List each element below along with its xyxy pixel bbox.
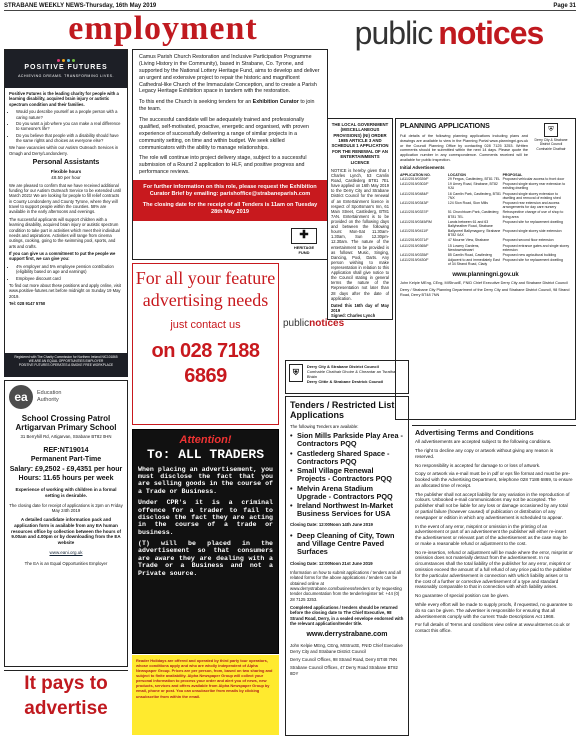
table-cell: Proposed site for replacement dwelling (502, 219, 563, 224)
heritage-logo-line: FUND (298, 249, 310, 255)
attention-title: To: ALL TRADERS (146, 447, 265, 463)
terms-paragraph: The publisher shall not accept liability for any variation in the reproduction of colours. Unbooked e-mail communications may not be accepted. The publisher shall not be liable for any loss or damage occasioned by any total or partial failure (however caused) of publication or distribution of any newspaper or edition in which any advertisement is scheduled to appear. (415, 491, 570, 520)
list-item: • Castlederg Shared Space - Contractors PQQ (290, 450, 404, 466)
curator-cta-info[interactable]: For further information on this role, please request the Exhibition Curator Brief by emailing: parishoffice@strabaneparish.com (143, 184, 317, 198)
terms-paragraph: No re-insertion, refund or adjustment will be made where the error, misprint or omission does not materially detract from the advertisement. In no circumstances shall the total liability of the publisher for any error, misprint or omission exceed the amount of a full refund of any price paid to the publisher for the particular advertisement in connection with which liability arises or to the cost of a further or corrective advertisement of a type and standard reasonably comparable to that in connection with which liability arises. (415, 549, 573, 590)
list-item: • 4% employer and 5% employee pension contribution (eligibility based on age and earnings) (16, 264, 123, 275)
curator-cta-closing: The closing date for the receipt of all Tenders is 11am on Tuesday 28th May 2019 (142, 201, 318, 215)
table-cell: LA11/2019/0343/F (400, 200, 429, 205)
table-cell: 16 Camlin Park, Castlederg, BT81 7NX (447, 191, 501, 200)
table-cell: 47 Mourne View, Strabane (447, 238, 490, 243)
curator-p3: The successful candidate will be adequately trained and professionally qualified, self-motivated, proactive, energetic and organised, with proven experience of successfully delivering a range of similar projects in a community setting, on time and within budget. We seek skilled communicators with the ability to manage relationships. (139, 117, 309, 151)
pf-footer-line: Registered with The Charity Commission for Northern Ireland NIC101865 (14, 355, 118, 359)
pf-body2: The successful applicants will support children with a learning disability, acquired brain injury or autistic spectrum condition to take part in activities which meet their individual needs and aspirations. Activities will range from cinema outings, cooking, going to the swimming pool, sports, and arts and crafts. (9, 216, 120, 249)
ea-logo-line: Education (37, 390, 62, 397)
attention-head: Attention! (179, 434, 232, 446)
attention-p1: When placing an advertisement, you must disclose the fact that you are selling goods in the course of a Trade or Business. (138, 465, 273, 495)
tenders-head: Tenders / Restricted List Applications (290, 400, 395, 420)
list-item: • Do you want a job where you can make a real difference to someone's life? (16, 121, 123, 132)
council-crest-icon: ⛨ (289, 364, 303, 382)
notices-word-small: notices (309, 318, 345, 329)
list-item: • Would you describe yourself as a people person with a caring nature? (16, 109, 123, 120)
tenders-info: Information on how to submit applications / tenders and all related forms for the above applications / tenders can be obtained online at www.derrystrabane.com/business/tenders or by requesting tender documentation from the tender/register tel: +44 (0) 28 7125 3253. (290, 569, 402, 602)
ea-details: A detailed candidate information pack and application form is available from any EA human resources office by collection between the hours of 9.00am and 4.00pm or by downloading from the EA website (10, 517, 122, 545)
job-rate: £8.50 per hour (51, 174, 81, 180)
table-cell: LA11/2019/0371/F (400, 238, 429, 243)
curator-p4: The role will continue into project delivery stage, subject to a successful submission of a Round 2 application to HLF, and positive progress and performance reviews. (139, 155, 307, 176)
table-cell: Adjacent to and immediately East of 34 Strand Road, Clady (447, 258, 500, 267)
pf-footer-line: POSITIVE FUTURES OPERATES A SMOKE FREE WORKPLACE (18, 363, 114, 368)
tenders-addr2: Strabane Council Offices, 47 Derry Road Strabane BT82 8DY (290, 665, 398, 676)
table-header: PROPOSAL (502, 172, 523, 177)
education-authority-ad (4, 380, 128, 667)
ea-address: 31 Berryhill Rd, Artigarvan, Strabane BT82 0HN (20, 434, 112, 440)
reader-holidays-notice: Reader Holidays are offered and operated by third party tour operators, whose conditions apply and who are wholly independent of Alpha Newspaper Group. Prices are per person, from, based on two sharing and subject to finite availability. Alpha Newspaper Group will collect your personal information to process your order and alert you of news, new products, services and offers available from Alpha Newspaper Group by email, phone or post. You can unsubscribe from emails by clicking unsubscribe from within the email. (132, 655, 279, 735)
pf-tagline: ACHIEVING DREAMS. TRANSFORMING LIVES. (18, 74, 114, 79)
public-word-small: public (283, 318, 310, 329)
table-cell: 29 Fergus, Castlederg, BT81 7EL (447, 177, 501, 181)
table-row (400, 229, 571, 238)
council-line: Derry Cittie & Strabane Destrick Council (306, 379, 384, 384)
planning-chief: John Kelpie MEng, CEng, MIStructE, FNID Chief Executive Derry City and Strabane District Council (400, 281, 568, 286)
ad-phone: on 028 7188 6869 (151, 339, 260, 387)
entertainments-licence-notice (327, 118, 393, 320)
table-cell: Retrospective change of use of shop to living area (502, 210, 564, 219)
planning-website-link[interactable]: www.planningni.gov.uk (452, 271, 519, 278)
terms-paragraph: In the event of any error, misprint or omission in the printing of an advertisement or part of an advertisement the publisher will either re-insert the advertisement or relevant part of the advertisement as the case may be or make a reasonable refund or adjustment to the cost. (415, 523, 568, 546)
exhibition-curator-ad (132, 49, 328, 260)
tenders-notice (285, 396, 409, 736)
licence-dated: Dated this 16th day of May 2019 (331, 302, 389, 313)
public-notices-heading (322, 13, 576, 51)
table-cell: Proposed single storey extension to dwelling and removal of existing shed (502, 191, 561, 200)
table-cell: Proposed entrance gates and single storey extension (502, 243, 570, 252)
heritage-fund-icon: ✚ (291, 228, 317, 244)
planning-offices: Derry / Strabane City Planning Department of the Derry City and Strabane District Council, 98 Strand Road, Derry BT48 7NN (400, 287, 570, 297)
curator-cta (133, 180, 327, 221)
table-cell: LA11/2019/0484/F (400, 191, 429, 196)
table-cell: Proposed second floor extension (502, 238, 554, 243)
list-item: • Sion Mills Parkside Play Area - Contractors PQQ (290, 432, 404, 448)
table-row (400, 244, 571, 253)
ea-website-link[interactable]: www.eani.org.uk (49, 549, 83, 555)
table-cell: 124 Sion Road, Sion Mills (447, 200, 488, 205)
terms-paragraph: Copy or artwork via e-mail must be in pdf or eps file format and must be pre-booked with the Advertising Department, telephone 028 7188 6869, to ensure an allocated time of receipt. (415, 471, 573, 488)
table-row (400, 210, 571, 219)
attention-p2: Under CPR's it is a criminal offence for a trader to fail to disclose the fact they are acting in the course of a trade or business. (138, 499, 273, 536)
tenders-closing2: Closing Date: 12:00Noon 21st June 2019 (290, 560, 373, 566)
terms-paragraph: No responsibility is accepted for damage to or loss of artwork. (415, 462, 541, 468)
table-cell: LA11/2019/0339/F (400, 177, 429, 181)
list-item: • Small Village Renewal Projects - Contractors PQQ (290, 467, 404, 483)
licence-signed: Signed: Charles Lynch (331, 312, 376, 318)
curator-p2-post: to join the team. (139, 99, 315, 113)
planning-table (400, 173, 571, 268)
logo-dots-icon (57, 59, 75, 62)
list-item: • Do you believe that people with a disability should have the same rights and choices as everyone else? (16, 133, 123, 144)
table-cell: Proposed vehicular access to front door (502, 177, 565, 181)
table-cell: Proposed single storey rear extension to existing dwelling (502, 182, 566, 191)
council-line: Derry City & Strabane District Council (306, 364, 379, 369)
feature-advertising-ad (132, 263, 279, 425)
ea-ref: REF:NT19014 (43, 446, 89, 454)
ea-logo (5, 381, 127, 412)
table-cell: LA11/2019/0302/F (400, 182, 429, 187)
table-cell: 15 Lowery Gardens, Newtownstewart (447, 243, 480, 252)
pf-footer-line: WE ARE AN EQUAL OPPORTUNITIES EMPLOYER (28, 359, 104, 364)
tenders-website-link[interactable]: www.derrystrabane.com (306, 630, 388, 638)
table-header: LOCATION (447, 172, 466, 177)
list-item: • Deep Cleaning of City, Town and Village Centre Paved Surfaces (290, 532, 404, 557)
tenders-list2 (290, 532, 404, 557)
terms-paragraph: No guarantee of special position can be given. (415, 593, 510, 599)
table-cell: LA11/2019/0411/F (400, 229, 429, 234)
public-notices-small-heading (283, 318, 345, 352)
job-hours: Flexible hours (50, 169, 82, 175)
pf-intro2: We have vacancies within our Autism Outreach Services in Omagh and Derry/Londonderry. (9, 145, 119, 156)
terms-paragraph: The right to decline any copy or artwork without giving any reason is reserved. (415, 447, 554, 459)
licence-head: THE LOCAL GOVERNMENT (MISCELLANEOUS PROVISIONS) (NI) ORDER 1985 ARTICLE 3 AND SCHEDULE 1 APPLICATION FOR THE RENEWAL OF AN ENTERTAINMENTS LICENCE (331, 122, 389, 165)
seal-line: Derry City & Strabane District Council (534, 138, 568, 147)
terms-paragraph: While every effort will be made to supply proofs, if requested, no guarantee to do so can be given. The advertiser is responsible for ensuring that all advertisements comply with the current Trade Descriptions Act 1968. (415, 601, 573, 619)
ea-equal: The EA is an Equal Opportunities Employer (24, 561, 108, 567)
advertising-terms (412, 425, 576, 736)
heritage-logo-line: HERITAGE (293, 244, 315, 250)
planning-sub: Initial Advertisements (400, 165, 445, 171)
planning-intro: Full details of the following planning applications including plans and drawings are available to view in the Planning Portal www.planningni.gov.uk or the Council Planning Office by contacting 028 7125 3253. Written comments should be submitted within the next 14 days. Please quote the application number in any correspondence. Comments received will be available for public inspection. (400, 134, 528, 162)
positive-futures-logo (5, 50, 127, 88)
table-cell: Proposed single storey side extension (502, 229, 562, 234)
tenders-completed: Completed applications / tenders should be returned before the closing date to The Chief Executive, 98 Strand Road, Derry, in a sealed envelope endorsed with the relevant application/tender title. (290, 605, 404, 627)
table-cell: Proposed new agricultural building (502, 253, 557, 257)
it-pays-line: It pays to (24, 673, 108, 694)
table-row (400, 182, 571, 191)
list-item: • Ireland Northwest In-Market Business Services for USA (290, 502, 404, 518)
table-row (400, 192, 571, 201)
terms-head: Advertising Terms and Conditions (415, 428, 534, 437)
table-cell: Proposed rear extension and access arrangements for day care nursery (502, 200, 560, 210)
positive-futures-ad (4, 49, 128, 377)
seal-line: Comhairle Chathair (536, 146, 566, 151)
attention-p3: (T) will be placed in the advertisement so that consumers are aware they are dealing with a Trade or a Business and not a Private source. (138, 540, 273, 577)
it-pays-line: advertise (24, 698, 108, 719)
list-item: • Employee discount card (16, 276, 123, 281)
ea-logo-line: Authority (37, 397, 59, 403)
table-row (400, 220, 571, 229)
attention-traders-notice (132, 429, 279, 654)
header-left: STRABANE WEEKLY NEWS-Thursday, 16th May 2019 (4, 2, 157, 9)
table-cell: LA11/2019/0335/F (400, 253, 429, 257)
table-cell: LA11/2019/0365/F (400, 243, 429, 248)
terms-paragraph: All advertisements are accepted subject to the following conditions. (415, 439, 552, 445)
pf-apply[interactable]: To find out more about these positions and apply online, visit www.positive-futures.net before midnight on Sunday 19 May 2019. (9, 282, 121, 299)
ea-logo-icon: ea (9, 385, 33, 409)
ad-line1: For all your feature (135, 268, 276, 288)
ea-closing: The closing date for receipt of applications is 2pm on Friday May 24th 2019 (9, 502, 123, 514)
page-number: Page 31 (553, 2, 576, 9)
licence-body: NOTICE is hereby given that I Charles Lynch, 53 Camlin Road, Castlederg BT81 7EL have applied on 16th May 2019 to the Derry City and Strabane District Council for the renewal of an Entertainment licence in respect of Sportsman's Inn, 61 Main Street, Castlederg, BT81 7AN. Entertainment is to be provided on the following days and between the following hours: Mon-Sat 11.30am-1.30am, Sun 12.30pm-12.30am. The nature of the entertainment to be provided is as follows: Music, Singing, Dancing, Pool, Darts. Any person wishing to make representation in relation to this Application shall give notice to the Council stating in general terms the nature of the Representation not later than 28 days after the date of application. (331, 167, 389, 301)
employment-heading: employment (68, 10, 258, 47)
terms-paragraph: For full details of Terms and conditions view online at www.ulsternet.co.uk or contact this office. (415, 622, 570, 634)
list-item: • Melvin Arena Stadium Upgrade - Contractors PQQ (290, 485, 404, 501)
planning-council-seal (531, 123, 571, 151)
it-pays-to-advertise (4, 670, 128, 734)
table-cell: 51 Churchtown Park, Castlederg BT81 7EL (447, 210, 499, 219)
council-line: Comhairle Chathair Dhoire & Cheantar an Tsratha Bháin (306, 369, 396, 379)
heritage-fund-logo (287, 228, 321, 255)
planning-head: PLANNING APPLICATIONS (400, 123, 490, 130)
ea-school: School Crossing Patrol Artigarvan Primary School (15, 414, 117, 433)
ad-line2: advertising needs (142, 289, 269, 310)
pf-body1: We are pleased to confirm that we have received additional funding for our Autism Outreach Service to be extended until March 2021! We are looking for people to fill relief contracts in County Londonderry and County Tyrone, where they will travel to support people within the counties. 58% are available in the early afternoons and evenings. (9, 182, 121, 215)
derry-council-banner (285, 360, 409, 394)
tenders-list (290, 432, 404, 518)
table-cell: 85 Camlin Road, Castlederg (447, 253, 492, 257)
pf-offers (16, 264, 123, 281)
pf-bullets (16, 109, 123, 143)
public-word: public (354, 15, 433, 51)
notices-word: notices (438, 15, 544, 51)
tenders-addr1: Derry Council Offices, 98 Strand Road, Derry BT48 7NN (290, 656, 398, 662)
table-cell: Ballycreel Ballymagorry, Strabane BT82 0AX (447, 229, 501, 238)
ad-contact: just contact us (170, 319, 241, 332)
table-row (400, 258, 571, 267)
table-cell: LA11/2019/0430/F (400, 258, 429, 263)
planning-applications-notice (395, 118, 576, 420)
tenders-closing1: Closing Date: 12:00Noon 14th June 2019 (290, 522, 373, 528)
table-header: APPLICATION NO. (400, 172, 431, 177)
pf-tel: Tel: 028 9147 5750 (9, 301, 46, 307)
table-cell: LA11/2019/0337/F (400, 210, 429, 215)
curator-p2 (139, 99, 321, 113)
curator-role: Exhibition Curator (252, 99, 299, 106)
ea-post: Permanent Part-Time (30, 456, 102, 464)
curator-p1: Camus Parish Church Restoration and Inclusive Participation Programme (Living History in the Community), based in Strabane, Co. Tyrone, and supported by the National Lottery Heritage Fund, aims to develop and deliver an urgent and extensive project to repair the historic and magnificent Cathedral-like Church of the Immaculate Conception, and to create a Parish Legacy Heritage Exhibition space in tandem with the restoration. (139, 54, 320, 95)
ea-salary: Salary: £9,2502 - £9,4351 per hour (9, 465, 123, 473)
curator-p2-pre: To this end the Church is seeking tenders for an (139, 99, 253, 106)
table-row (400, 201, 571, 210)
tenders-sub: The following Tenders are available: (290, 423, 359, 429)
pf-commit: If you can give us a commitment to put the people we support first, we can give you: (9, 251, 116, 262)
pf-footer (4, 353, 128, 377)
council-crest-icon: ⛨ (544, 123, 558, 137)
table-cell: LA11/2019/0345/RM (400, 219, 432, 224)
table-cell: Proposed site for replacement dwelling (502, 258, 563, 263)
table-cell: Lands between 61 and 63 Ballyheather Road, Strabane (447, 219, 493, 228)
pf-name: POSITIVE FUTURES (24, 64, 108, 72)
tenders-chief: John Kelpie MEng, CEng, MIStructE, FNID Chief Executive Derry City and Strabane District Council (290, 643, 403, 654)
job-title: Personal Assistants (32, 159, 100, 167)
table-cell: 19 Urney Road, Strabane, BT82 9JU (447, 182, 498, 191)
ea-hours: Hours: 11.65 hours per week (18, 475, 114, 483)
pf-intro: Positive Futures is the leading charity for people with a learning disability, acquired brain injury or autistic spectrum condition and their families. (9, 91, 119, 107)
ea-experience: Experience of working with children in a formal setting is desirable. (15, 487, 117, 499)
